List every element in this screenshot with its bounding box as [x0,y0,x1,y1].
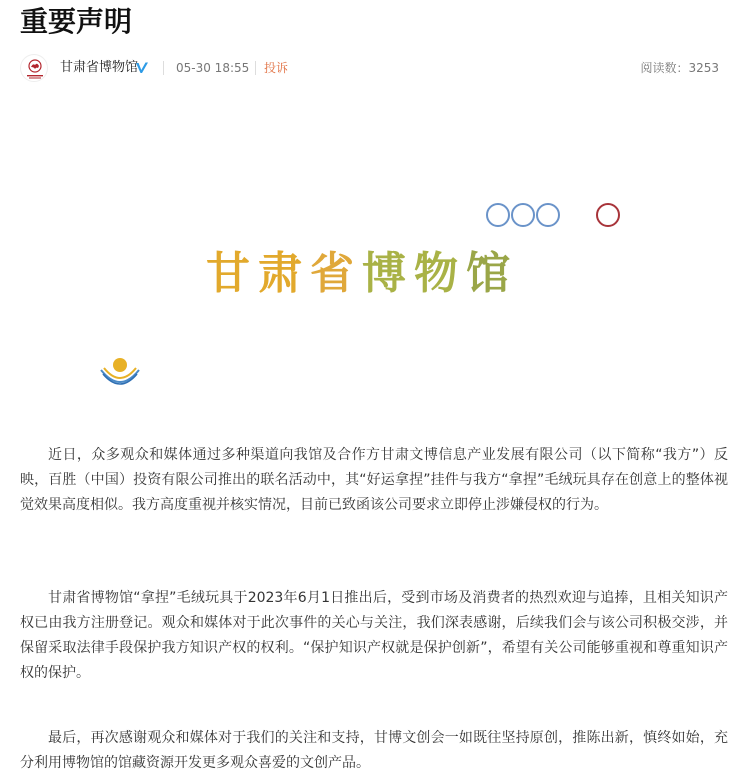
meta-divider [255,61,256,75]
report-link[interactable]: 投诉 [264,61,289,75]
body-paragraph-2: 甘肃省博物馆“拿捏”毛绒玩具于2023年6月1日推出后，受到市场及消费者的热烈欢迎与追捧，且相关知识产权已由我方注册登记。观众和媒体对于此次事件的关心与关注，我们深表感谢，后续我们会与该公司积极交涉，并保留采取法律手段保护我方知识产权的权利。“保护知识产权就是保护创新”，希望有关公司能够重视和尊重知识产权的保护。 [20,590,728,681]
verified-v-icon [134,60,150,76]
logo-char: 馆 [466,248,518,299]
body-paragraph-1: 近日，众多观众和媒体通过多种渠道向我馆及合作方甘肃文博信息产业发展有限公司（以下简称“我方”）反映，百胜（中国）投资有限公司推出的联名活动中，其“好运拿捏”挂件与我方“拿捏”毛绒玩具存在创意上的整体视觉效果高度相似。我方高度重视并核实情况，目前已致函该公司要求立即停止涉嫌侵权的行为。 [20,447,728,513]
meta-divider [163,61,164,75]
logo-wordmark [206,246,518,302]
sun-dot [113,358,127,372]
logo-char: 甘 [206,248,258,299]
body-paragraph-3: 最后，再次感谢观众和媒体对于我们的关注和支持，甘博文创会一如既往坚持原创，推陈出新，慎终如始，充分利用博物馆的馆藏资源开发更多观众喜爱的文创产品。 [20,730,728,771]
read-count: 阅读数：3253 [640,61,719,75]
page-title: 重要声明 [20,5,133,38]
publish-date: 05-30 18:55 [176,61,250,75]
author-name[interactable]: 甘肃省博物馆 [60,60,139,75]
blue-ring-3 [537,204,559,226]
logo-char: 物 [414,248,466,299]
blue-ring-2 [512,204,534,226]
article-meta [20,54,723,82]
red-ring [597,204,619,226]
blue-ring-1 [487,204,509,226]
museum-logo-icon[interactable] [20,54,48,82]
logo-char: 肃 [258,248,310,299]
logo-char: 博 [362,248,414,299]
logo-char: 省 [310,248,362,299]
museum-logo-image [95,196,635,392]
